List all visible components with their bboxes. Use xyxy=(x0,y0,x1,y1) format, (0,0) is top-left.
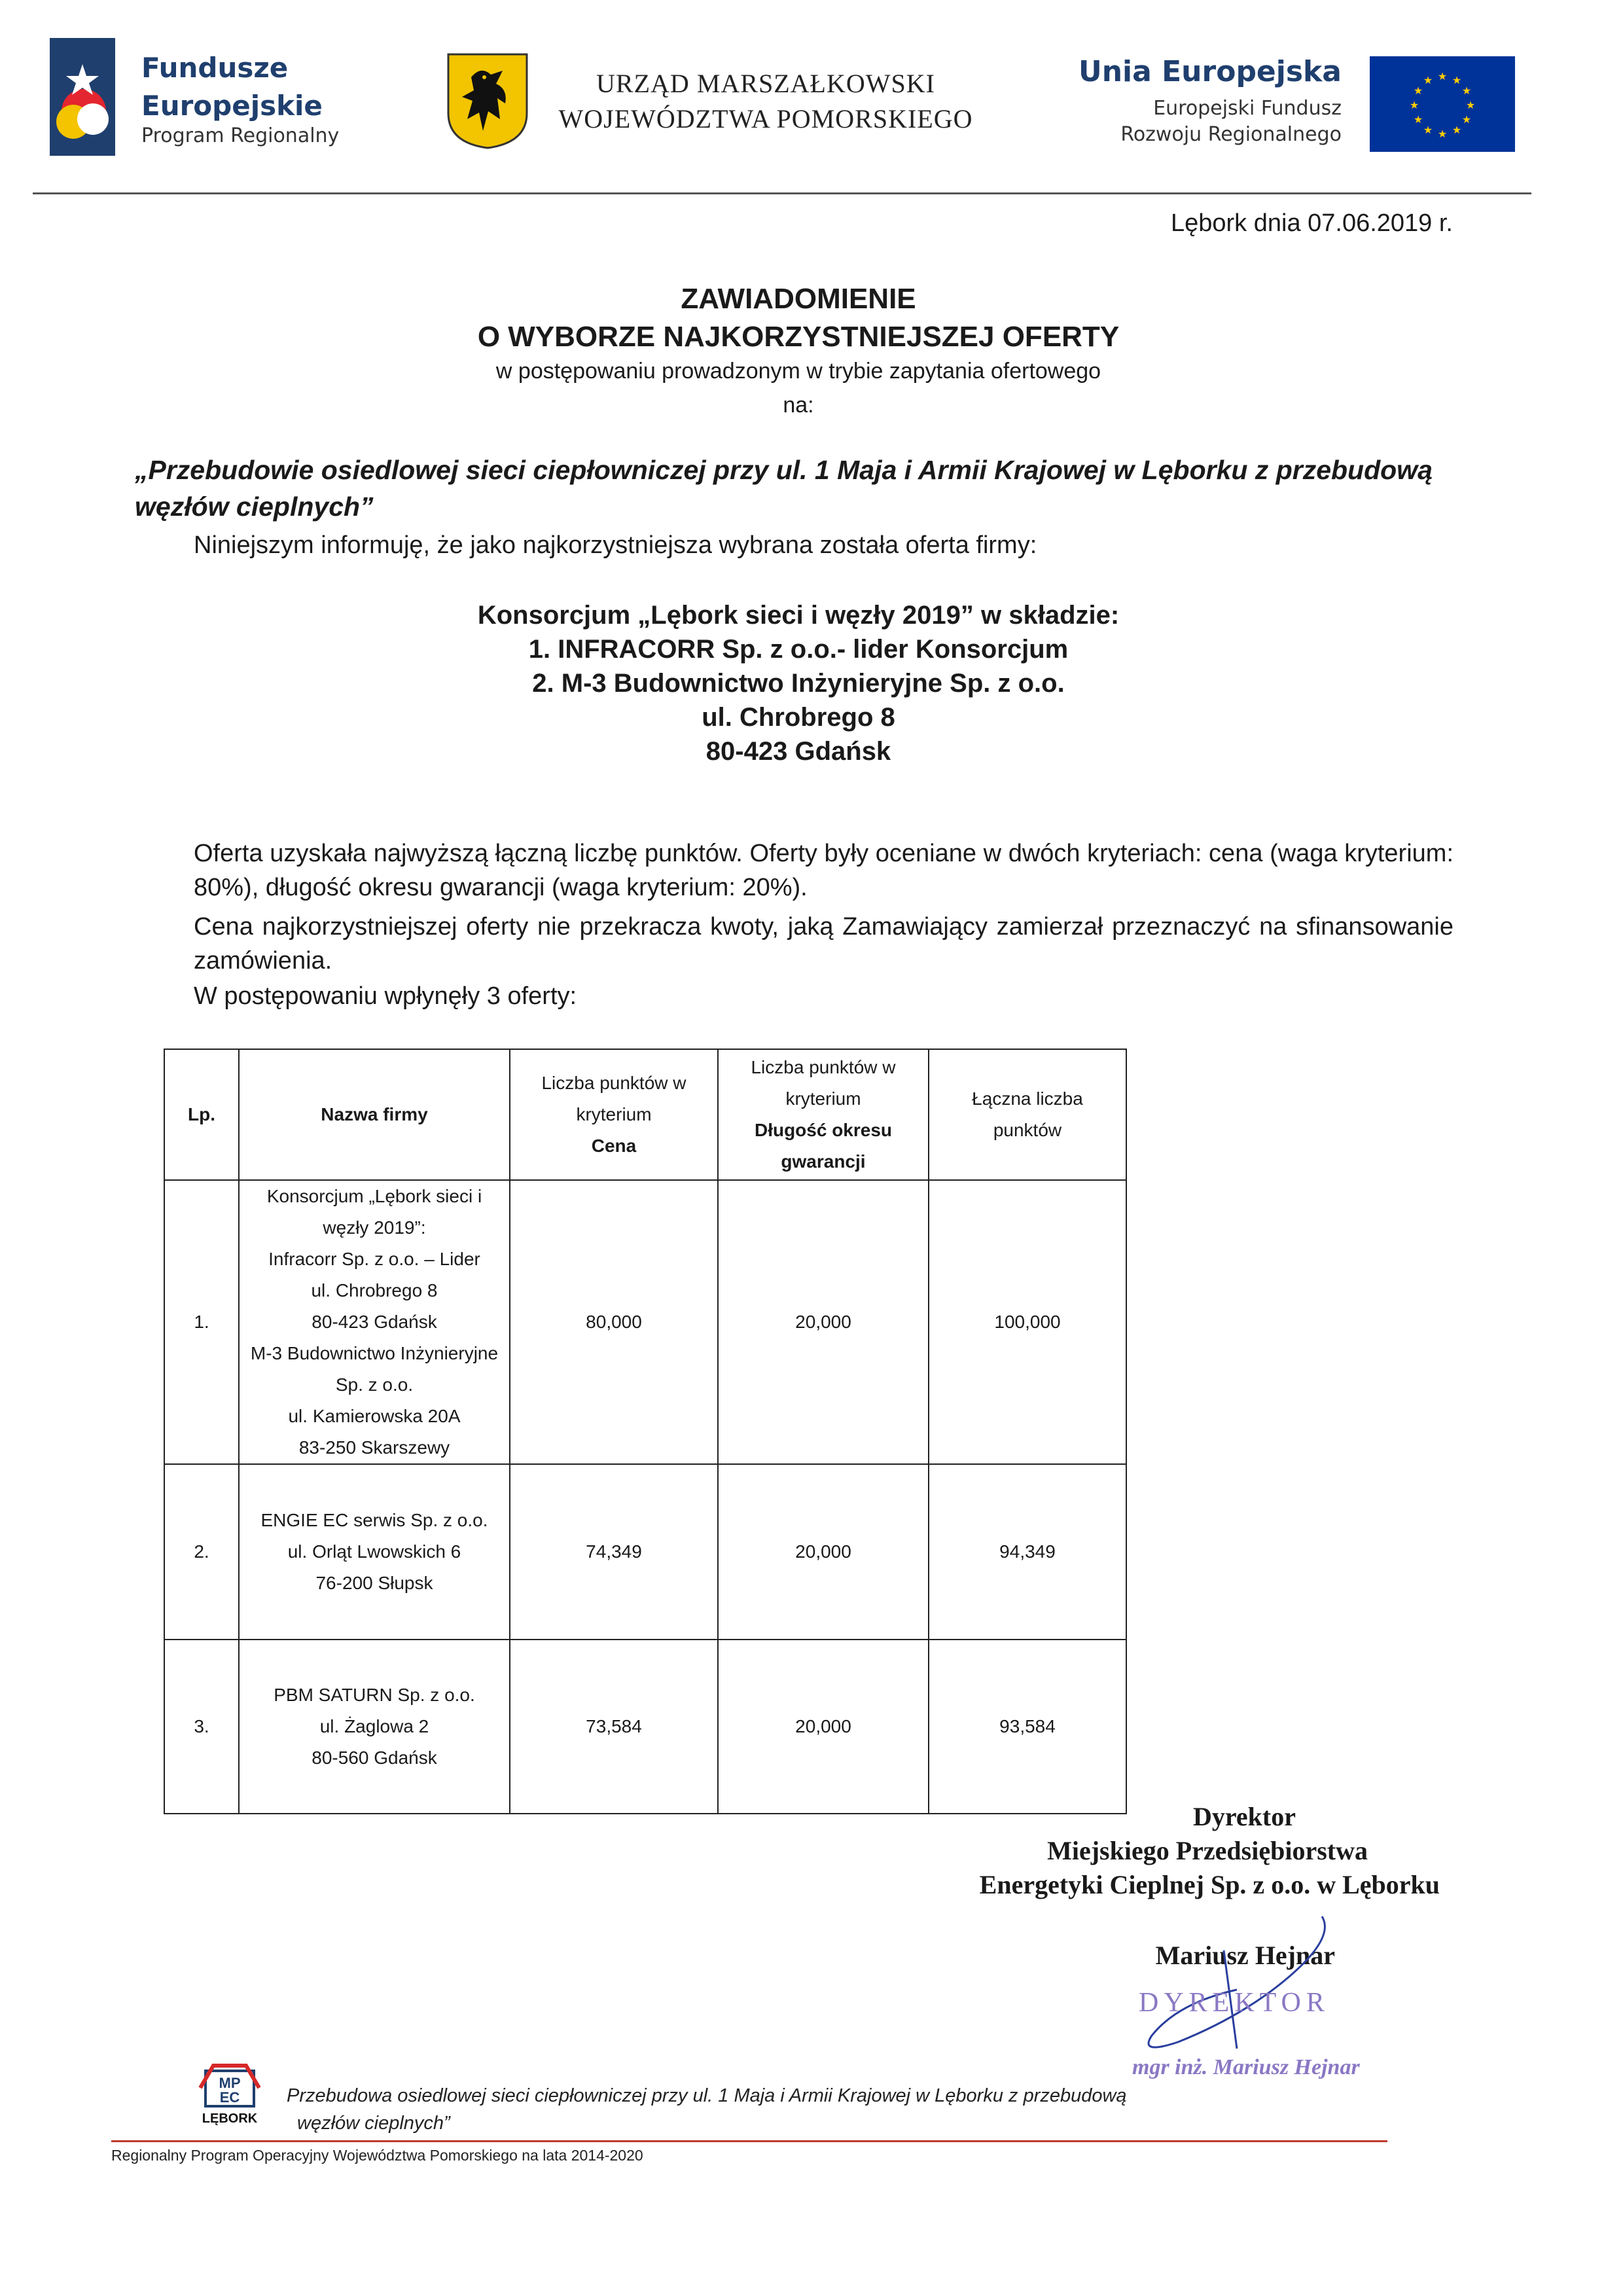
footer-program: Regionalny Program Operacyjny Województwa Pomorskiego na lata 2014-2020 xyxy=(111,2147,643,2164)
col-name: Nazwa firmy xyxy=(239,1049,510,1180)
row-total: 94,349 xyxy=(929,1464,1126,1640)
svg-text:★: ★ xyxy=(1452,124,1462,136)
eu-title: Unia Europejska xyxy=(1078,55,1342,88)
row-name: PBM SATURN Sp. z o.o. ul. Żaglowa 2 80-560 Gdańsk xyxy=(239,1640,510,1814)
svg-text:★: ★ xyxy=(1465,99,1476,111)
doc-title-2: O WYBORZE NAJKORZYSTNIEJSZEJ OFERTY xyxy=(477,321,1120,353)
svg-text:★: ★ xyxy=(1413,113,1423,126)
col-price: Liczba punktów w kryterium Cena xyxy=(510,1049,718,1180)
svg-text:EC: EC xyxy=(219,2089,240,2106)
fundusze-europejskie-logo-icon xyxy=(50,38,115,156)
mpec-label: LĘBORK xyxy=(202,2111,258,2126)
paragraph-criteria: Oferta uzyskała najwyższą łączną liczbę punktów. Oferty były oceniane w dwóch kryteriach: cena (waga kryterium: 80%), długość okresu gwarancji (waga kryterium: 20%). xyxy=(194,840,1454,901)
row-warranty: 20,000 xyxy=(718,1640,929,1814)
doc-title-4: na: xyxy=(783,393,814,418)
signatory-company-2: Energetyki Cieplnej Sp. z o.o. w Lęborku xyxy=(979,1870,1440,1899)
fe-subtitle: Program Regionalny xyxy=(141,124,340,147)
signatory-title: Dyrektor xyxy=(1193,1802,1296,1831)
svg-text:★: ★ xyxy=(1437,70,1448,82)
signatory-name: Mariusz Hejnar xyxy=(1155,1941,1335,1970)
doc-title: ZAWIADOMIENIE xyxy=(681,283,916,315)
table-row xyxy=(164,1464,1126,1640)
inform-text: Niniejszym informuję, że jako najkorzystniejsza wybrana została oferta firmy: xyxy=(194,531,1037,559)
col-lp: Lp. xyxy=(164,1049,239,1180)
row-warranty: 20,000 xyxy=(718,1464,929,1640)
table-header-row xyxy=(164,1049,1126,1180)
svg-text:★: ★ xyxy=(1461,113,1472,126)
svg-text:★: ★ xyxy=(1437,128,1448,140)
paragraph-count: W postępowaniu wpłynęły 3 oferty: xyxy=(194,982,577,1010)
svg-text:★: ★ xyxy=(1423,124,1433,136)
winning-offer: Konsorcjum „Lębork sieci i węzły 2019” w składzie: 1. INFRACORR Sp. z o.o.- lider Konsorcjum 2. M-3 Budownictwo Inżynieryjne Sp. z o.o. ul. Chrobrego 8 80-423 Gdańsk xyxy=(477,601,1120,766)
svg-text:MP: MP xyxy=(219,2075,241,2091)
row-total: 93,584 xyxy=(929,1640,1126,1814)
svg-text:★: ★ xyxy=(1413,84,1423,97)
svg-text:★: ★ xyxy=(1461,84,1472,97)
svg-text:★: ★ xyxy=(1423,74,1433,86)
offers-table xyxy=(164,1049,1127,1814)
col-warranty: Liczba punktów w kryterium Długość okresu gwarancji xyxy=(718,1049,929,1180)
svg-text:★: ★ xyxy=(1452,74,1462,86)
handwritten-signature-icon xyxy=(1126,1911,1342,2055)
office-name-line2: WOJEWÓDZTWA POMORSKIEGO xyxy=(558,104,973,134)
signatory-company-1: Miejskiego Przedsiębiorstwa xyxy=(1047,1836,1368,1865)
row-lp: 1. xyxy=(164,1180,239,1464)
contract-subject: „Przebudowie osiedlowej sieci ciepłowniczej przy ul. 1 Maja i Armii Krajowej w Lęborku z przebudową węzłów cieplnych” xyxy=(135,455,1433,522)
office-name-line1: URZĄD MARSZAŁKOWSKI xyxy=(596,69,935,98)
paragraph-price: Cena najkorzystniejszej oferty nie przekracza kwoty, jaką Zamawiający zamierzał przeznaczyć na sfinansowanie zamówienia. xyxy=(194,913,1454,975)
director-stamp: DYREKTOR xyxy=(1139,1988,1330,2018)
row-name: ENGIE EC serwis Sp. z o.o. ul. Orląt Lwowskich 6 76-200 Słupsk xyxy=(239,1464,510,1640)
footer-divider xyxy=(111,2140,1387,2142)
row-lp: 2. xyxy=(164,1464,239,1640)
row-price: 73,584 xyxy=(510,1640,718,1814)
footer-project-2: węzłów cieplnych” xyxy=(297,2113,450,2134)
doc-title-3: w postępowaniu prowadzonym w trybie zapytania ofertowego xyxy=(495,359,1101,384)
col-total: Łączna liczba punktów xyxy=(929,1049,1126,1180)
footer-project-1: Przebudowa osiedlowej sieci ciepłowniczej przy ul. 1 Maja i Armii Krajowej w Lęborku z przebudową xyxy=(287,2085,1127,2106)
eu-flag-icon xyxy=(1370,56,1515,152)
row-price: 80,000 xyxy=(510,1180,718,1464)
fe-title: Fundusze Europejskie xyxy=(141,52,323,122)
svg-text:★: ★ xyxy=(1409,99,1419,111)
document-date: Lębork dnia 07.06.2019 r. xyxy=(1170,209,1453,237)
row-lp: 3. xyxy=(164,1640,239,1814)
eu-subtitle: Europejski Fundusz Rozwoju Regionalnego xyxy=(1120,97,1342,146)
row-warranty: 20,000 xyxy=(718,1180,929,1464)
row-price: 74,349 xyxy=(510,1464,718,1640)
header-divider xyxy=(33,192,1531,194)
row-total: 100,000 xyxy=(929,1180,1126,1464)
table-row xyxy=(164,1640,1126,1814)
row-name: Konsorcjum „Lębork sieci i węzły 2019”: Infracorr Sp. z o.o. – Lider ul. Chrobrego 8 80-423 Gdańsk M-3 Budownictwo Inżynieryjne Sp. z o.o. ul. Kamierowska 20A 83-250 Skarszewy xyxy=(239,1180,510,1464)
director-stamp-name: mgr inż. Mariusz Hejnar xyxy=(1132,2055,1360,2079)
table-row xyxy=(164,1180,1126,1464)
pomorskie-crest-icon xyxy=(445,51,530,151)
